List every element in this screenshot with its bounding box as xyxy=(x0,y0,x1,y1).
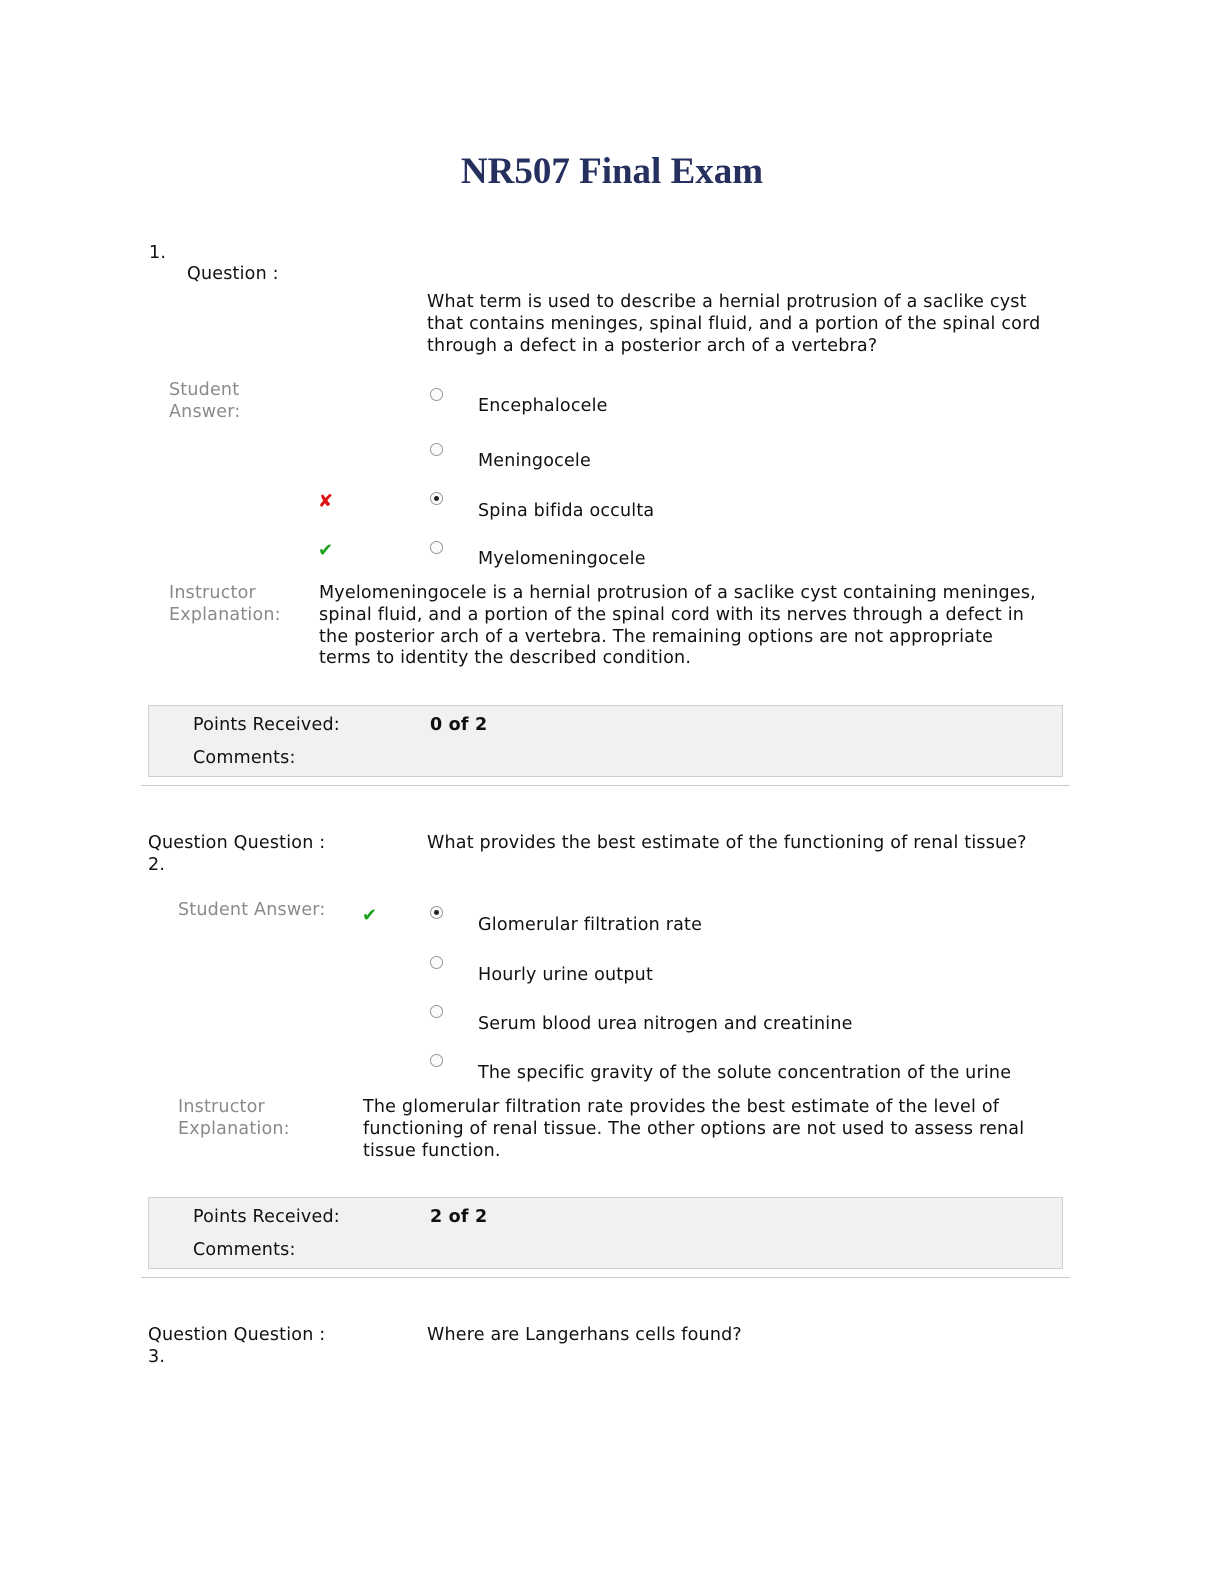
option-label: The specific gravity of the solute concentration of the urine xyxy=(478,1063,1012,1083)
option-radio[interactable] xyxy=(430,541,443,554)
explanation-label: Instructor Explanation: xyxy=(178,1097,290,1139)
option-radio[interactable] xyxy=(430,443,443,456)
option-radio[interactable] xyxy=(430,956,443,969)
comments-label: Comments: xyxy=(193,1240,296,1260)
page-title: NR507 Final Exam xyxy=(460,151,764,192)
student-answer-label: Student Answer: xyxy=(169,380,241,422)
question-number: Question Question : 2. xyxy=(148,833,326,875)
question-text: What term is used to describe a hernial protrusion of a saclike cyst that contains meninges, spinal fluid, and a portion of the spinal cord through a defect in a posterior arch of a vertebra? xyxy=(427,292,1041,356)
explanation-text: The glomerular filtration rate provides the best estimate of the level of functioning of renal tissue. The other options are not used to assess renal tissue function. xyxy=(363,1097,1025,1161)
student-answer-label: Student Answer: xyxy=(178,900,326,920)
divider xyxy=(141,785,1070,786)
option-label: Glomerular filtration rate xyxy=(478,915,703,935)
points-label: Points Received: xyxy=(193,715,340,735)
question-text: What provides the best estimate of the functioning of renal tissue? xyxy=(427,833,1027,853)
check-icon: ✔ xyxy=(362,905,378,926)
points-label: Points Received: xyxy=(193,1207,340,1227)
check-icon: ✔ xyxy=(318,540,334,561)
option-label: Encephalocele xyxy=(478,396,608,416)
points-value: 2 of 2 xyxy=(430,1207,488,1227)
option-label: Hourly urine output xyxy=(478,965,654,985)
question-text: Where are Langerhans cells found? xyxy=(427,1325,742,1345)
option-radio-selected[interactable] xyxy=(430,906,443,919)
option-radio-selected[interactable] xyxy=(430,492,443,505)
option-label: Serum blood urea nitrogen and creatinine xyxy=(478,1014,853,1034)
option-radio[interactable] xyxy=(430,1005,443,1018)
points-value: 0 of 2 xyxy=(430,715,488,735)
cross-icon: ✘ xyxy=(318,491,334,512)
option-radio[interactable] xyxy=(430,388,443,401)
comments-label: Comments: xyxy=(193,748,296,768)
question-number: 1. xyxy=(149,243,167,263)
option-label: Myelomeningocele xyxy=(478,549,646,569)
question-label: Question : xyxy=(187,264,279,284)
question-number: Question Question : 3. xyxy=(148,1325,326,1367)
option-radio[interactable] xyxy=(430,1054,443,1067)
option-label: Spina bifida occulta xyxy=(478,501,655,521)
explanation-text: Myelomeningocele is a hernial protrusion of a saclike cyst containing meninges, spinal fluid, and a portion of the spinal cord with its nerves through a defect in the posterior arch of a vertebra. The remaining options are not appropriate terms to identity the described condition. xyxy=(319,583,1036,669)
explanation-label: Instructor Explanation: xyxy=(169,583,281,625)
divider xyxy=(141,1277,1070,1278)
option-label: Meningocele xyxy=(478,451,591,471)
